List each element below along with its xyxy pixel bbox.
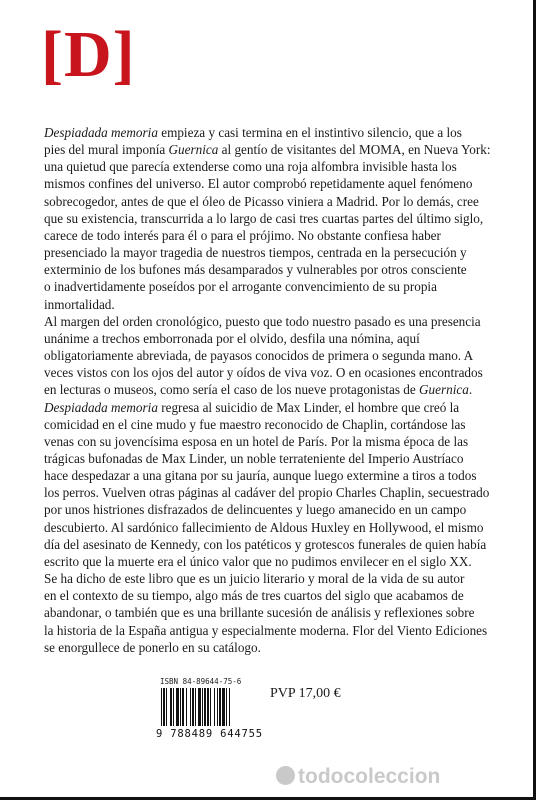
blurb-text-run: en el contexto de su tiempo, algo más de tres cuartos del siglo que acabamos de	[44, 588, 464, 604]
back-cover-blurb	[44, 124, 494, 656]
blurb-line	[44, 141, 494, 158]
blurb-text-run: veces vistos con los ojos del autor y oídos de viva voz. O en ocasiones encontrados	[44, 365, 483, 381]
blurb-italic-title: Guernica	[419, 382, 469, 398]
watermark-logo-icon	[276, 766, 295, 785]
blurb-text-run: o inadvertidamente poseídos por el arrogante convencimiento de su propia	[44, 279, 437, 295]
watermark-text: todocoleccion	[298, 765, 441, 788]
barcode-bars	[161, 688, 255, 728]
blurb-line	[44, 501, 494, 518]
blurb-text-run: inmortalidad.	[44, 296, 115, 312]
watermark	[276, 765, 440, 789]
blurb-text-run: los perros. Vuelven otras páginas al cadáver del propio Charles Chaplin, secuestrado	[44, 485, 490, 501]
publisher-logo: [D]	[41, 18, 136, 91]
blurb-text-run: Al margen del orden cronológico, puesto que todo nuestro pasado es una presencia	[44, 313, 481, 329]
blurb-line	[44, 347, 494, 364]
blurb-line	[44, 399, 494, 416]
blurb-italic-title: Despiadada memoria	[44, 125, 158, 140]
blurb-line	[44, 604, 494, 621]
blurb-text-run: carece de todo interés para él o para el prójimo. No obstante confiesa haber	[44, 227, 441, 243]
blurb-line	[44, 227, 494, 244]
blurb-line	[44, 484, 494, 501]
blurb-line	[44, 450, 494, 467]
blurb-line	[44, 433, 494, 450]
blurb-text-run: se enorgullece de ponerlo en su catálogo.	[44, 639, 261, 655]
ean-digits: 9 788489 644755	[156, 728, 263, 740]
blurb-text-run: una quietud que parecía extenderse como una roja alfombra invisible hasta los	[44, 159, 457, 175]
blurb-text-run: abandonar, o también que es una brillante sucesión de análisis y reflexiones sobre	[44, 605, 475, 621]
blurb-text-run: mismos confines del universo. El autor comprobó repetidamente aquel fenómeno	[44, 176, 473, 192]
blurb-line	[44, 313, 494, 330]
blurb-line	[44, 416, 494, 433]
blurb-italic-title: Guernica	[168, 142, 219, 158]
blurb-line	[44, 330, 494, 347]
blurb-text-run: la historia de la España antigua y especialmente moderna. Flor del Viento Ediciones	[44, 622, 488, 638]
blurb-line	[44, 553, 494, 570]
blurb-line	[44, 244, 494, 261]
blurb-text-run: venas con su jovencísima esposa en un hotel de París. Por la misma época de las	[44, 433, 469, 449]
blurb-line	[44, 587, 494, 604]
blurb-line	[44, 467, 494, 484]
blurb-text-run: obligatoriamente abreviada, de payasos conocidos de primera o segunda mano. A	[44, 348, 474, 364]
blurb-text-run: día del asesinato de Kennedy, con los patéticos y grotescos funerales de quien había	[44, 536, 487, 552]
blurb-line	[44, 124, 494, 141]
blurb-text-run: escrito que la muerte era el único valor que no pudimos envilecer en el siglo XX.	[44, 553, 472, 569]
blurb-line	[44, 158, 494, 175]
blurb-text-run: hace despedazar a una gitana por su jauría, aunque luego extermine a tiros a todos	[44, 468, 477, 484]
blurb-text-run: en lecturas o museos, como sería el caso de los nueve protagonistas de	[44, 382, 420, 398]
blurb-text-run: exterminio de los bufones más desamparados y vulnerables por otros consciente	[44, 262, 467, 278]
blurb-line	[44, 622, 494, 639]
blurb-text-run: que su existencia, transcurrida a lo largo de casi tres cuartas partes del último siglo,	[44, 210, 484, 226]
blurb-line	[44, 175, 494, 192]
blurb-line	[44, 193, 494, 210]
blurb-text-run: por unos histriones disfrazados de delincuentes y luego amanecido en un campo	[44, 502, 467, 518]
blurb-line	[44, 364, 494, 381]
blurb-text-run: comicidad en el cine mudo y fue maestro reconocido de Chaplin, cortándose las	[44, 416, 466, 432]
blurb-line	[44, 381, 494, 398]
blurb-text-run: regresa al suicidio de Max Linder, el hombre que creó la	[157, 399, 460, 415]
blurb-text-run: presenciado la mayor tragedia de nuestros tiempos, centrada en la persecución y	[44, 245, 467, 261]
blurb-text-run: unánime a trechos emborronada por el olvido, desfila una nómina, aquí	[44, 330, 420, 346]
blurb-text-run: al gentío de visitantes del MOMA, en Nueva York:	[218, 142, 491, 158]
blurb-line	[44, 296, 494, 313]
blurb-text-run: trágicas bufonadas de Max Linder, un noble terrateniente del Imperio Austríaco	[44, 450, 464, 466]
blurb-text-run: Se ha dicho de este libro que es un juicio literario y moral de la vida de su autor	[44, 571, 465, 587]
blurb-line	[44, 261, 494, 278]
blurb-line	[44, 278, 494, 295]
blurb-text-run: descubierto. Al sardónico fallecimiento de Aldous Huxley en Hollywood, el mismo	[44, 519, 484, 535]
blurb-line	[44, 519, 494, 536]
isbn-label: ISBN 84-89644-75-6	[160, 677, 242, 686]
blurb-text-run: pies del mural imponía	[44, 142, 169, 158]
blurb-line	[44, 639, 494, 656]
price-label: PVP 17,00 €	[270, 686, 341, 701]
blurb-text-run: sobrecogedor, antes de que el óleo de Picasso viniera a Madrid. Por lo demás, cree	[44, 193, 479, 209]
blurb-line	[44, 570, 494, 587]
blurb-line	[44, 210, 494, 227]
blurb-italic-title: Despiadada memoria	[44, 399, 158, 415]
blurb-text-run: .	[468, 382, 473, 398]
blurb-text-run: empieza y casi termina en el instintivo silencio, que a los	[157, 125, 462, 140]
blurb-line	[44, 536, 494, 553]
